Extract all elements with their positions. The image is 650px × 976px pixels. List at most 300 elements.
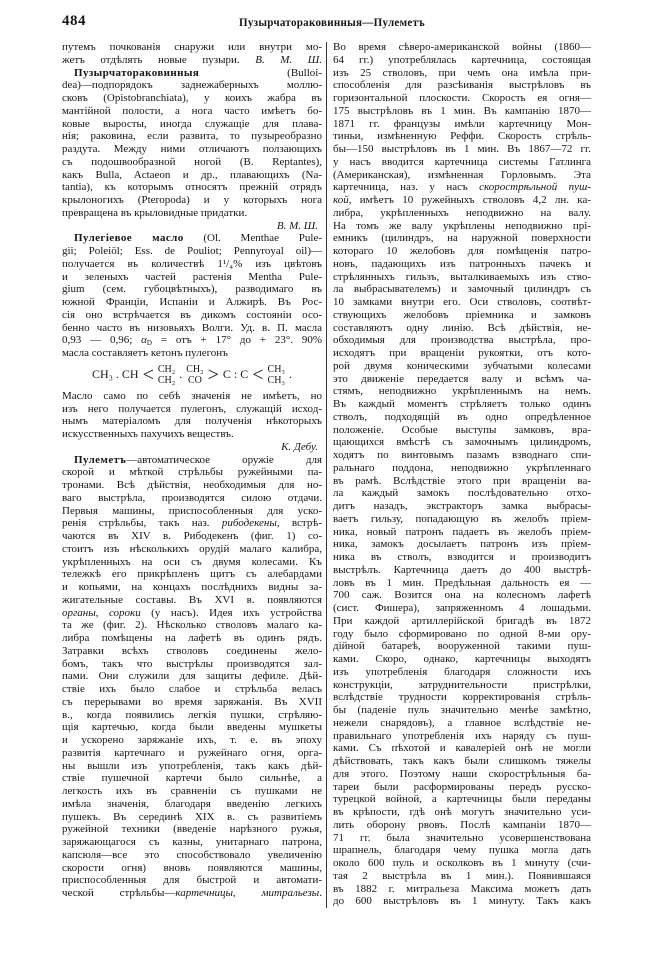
text-line	[62, 220, 322, 233]
text-segment: (Ol. Menthae Pule-	[183, 232, 322, 245]
text-segment: = отъ + 17° до + 23°. 90%	[151, 334, 322, 347]
text-segment: въ рамѣ. Вслѣдствіе этого при вращеніи ва-	[333, 474, 591, 487]
text-segment: Во время сѣверо-американской войны (1860—	[333, 41, 591, 53]
text-segment: турецкой войной, а картечницы были переданы	[333, 793, 591, 806]
text-segment: тронами. Всѣ дѣйствія, необходимыя для но-	[62, 479, 322, 491]
text-line	[333, 347, 591, 360]
text-segment: пами. Они служили для защиты дефиле. Дѣй-	[62, 670, 322, 683]
text-line	[333, 424, 591, 437]
text-segment: dea)—подпорядокъ заднежаберныхъ моллю-	[62, 79, 322, 92]
text-segment: шрапнель, благодаря чему пушка могла дать	[333, 844, 591, 857]
text-segment: На томъ же валу укрѣплены неподвижно прі-	[333, 219, 591, 232]
text-segment: ческой стрѣльбы—	[62, 887, 176, 899]
text-segment: бы—150 выстрѣловъ въ 1 мин. Въ 1867—72 гг.	[333, 143, 591, 155]
text-line	[62, 517, 322, 530]
text-line	[333, 589, 591, 602]
text-line	[333, 283, 591, 296]
text-line	[333, 232, 591, 245]
text-line	[333, 79, 591, 92]
text-line	[333, 615, 591, 628]
italic-text: митральезы	[261, 887, 320, 899]
column-divider	[326, 42, 327, 908]
text-line	[333, 666, 591, 679]
text-segment: щающихся вмѣстѣ съ замочнымъ цилиндромъ,	[333, 436, 591, 449]
text-segment: ла выбрасывателемъ) и замочный цилиндръ съ	[333, 283, 591, 296]
text-line	[333, 169, 591, 182]
text-segment: ками. Скоро, однако, картечницы выходятъ	[333, 653, 591, 665]
text-line	[62, 645, 322, 658]
text-line	[62, 785, 322, 798]
text-segment: изъ употребленія благодаря сложности ихъ	[333, 665, 591, 678]
formula-stack	[186, 364, 203, 386]
text-segment: ла каждый замокъ послѣдовательно отхо-	[333, 487, 591, 500]
text-line	[333, 360, 591, 373]
text-segment: ходятъ по винтовымъ пазамъ взводнаго спи-	[333, 449, 591, 461]
formula-stack	[268, 364, 285, 386]
text-line	[333, 322, 591, 335]
text-line	[62, 709, 322, 722]
text-line	[333, 220, 591, 233]
text-segment: около 600 пуль и осколковъ въ 1 минуту (счи-	[333, 857, 591, 869]
subscript: D	[146, 339, 152, 348]
formula-part: CH₃ . CH	[92, 367, 139, 382]
text-segment: либра, укрѣпленныхъ неподвижно на валу.	[333, 206, 591, 219]
text-line	[62, 862, 322, 875]
text-segment: нія; раковина, если развита, то пузыреобразно	[62, 130, 322, 143]
text-segment: щія картечью, когда были введены мушкеты	[62, 721, 322, 734]
text-line	[333, 487, 591, 500]
text-segment: (Bulloi-	[199, 66, 322, 79]
text-line	[62, 271, 322, 284]
text-line	[333, 538, 591, 551]
text-segment: искусственныхъ пахучихъ веществъ.	[62, 428, 234, 440]
text-line	[62, 632, 322, 645]
text-segment: —автоматическое оружіе для	[126, 453, 322, 466]
text-line	[333, 118, 591, 131]
text-line	[333, 844, 591, 857]
formula-angle-close: >	[207, 363, 219, 386]
text-segment: 64 гг.) употреблялась картечница, состоящая	[333, 53, 591, 66]
text-segment: дѣйствовать, такъ какъ были слишкомъ тяжелы	[333, 755, 591, 767]
text-line	[62, 798, 322, 811]
text-segment: ,	[232, 887, 262, 899]
text-segment: тая 2 выстрѣла въ 1 мин.). Появившаяся	[333, 869, 591, 882]
text-line	[333, 296, 591, 309]
text-line	[62, 194, 322, 207]
text-segment: жетъ отдѣлять новые пузыри.	[62, 53, 256, 66]
text-segment: изъ него получается пулегонъ, служащій исход-	[62, 402, 322, 415]
text-segment: году было сформировано по одной 8-ми ору-	[333, 627, 591, 640]
text-segment: способленія для разсѣиванія выстрѣловъ въ	[333, 79, 591, 92]
text-segment: дійной батареѣ, вооруженной такими пуш-	[333, 640, 591, 653]
text-segment: либра помѣщены на лафетѣ въ одинъ рядъ.	[62, 632, 322, 644]
text-segment: въ крѣпости, гдѣ онѣ могутъ значительно уси-	[333, 806, 591, 818]
text-segment: (Американская), измѣненная Горловымъ. Эта	[333, 168, 591, 181]
text-line	[333, 742, 591, 755]
text-segment: котораго 10 желобовъ для помѣщенія патро-	[333, 245, 591, 257]
text-line	[333, 832, 591, 845]
left-column-text-bottom	[62, 390, 322, 900]
text-segment: съ подошвообразной ногой (B. Reptantes),	[62, 155, 322, 168]
text-line	[62, 169, 322, 182]
text-segment: до 600 выстрѣловъ въ 1 минуту. Такъ какъ	[333, 895, 591, 908]
text-line	[333, 526, 591, 539]
text-line	[62, 41, 322, 54]
text-line	[62, 658, 322, 671]
text-line	[62, 232, 322, 245]
text-line	[62, 441, 322, 454]
formula-part: CH₂	[157, 374, 176, 386]
text-segment: положеніе. Особые выступы замковъ, вра-	[333, 423, 591, 436]
text-line	[333, 462, 591, 475]
text-segment: тиньи, измѣненную Реффи. Скорость стрѣль-	[333, 130, 591, 143]
text-line	[333, 449, 591, 462]
text-segment: тареи были расформированы передъ русско-	[333, 780, 591, 793]
text-segment: При каждой артиллерійской бригадѣ въ 1872	[333, 614, 591, 627]
text-line	[62, 334, 322, 347]
text-line	[62, 696, 322, 709]
formula-stack	[158, 364, 175, 386]
text-line	[333, 105, 591, 118]
formula-part: CH₂	[186, 363, 204, 375]
italic-text: В. М. Ш.	[255, 53, 323, 66]
entry-headword: Пузырчатораковинныя	[74, 66, 200, 79]
text-line	[333, 691, 591, 704]
formula-part: CH₂	[157, 363, 176, 375]
text-segment: стоитъ изъ нѣсколькихъ орудій малаго калибра,	[62, 542, 322, 555]
text-segment: въ 1882 г. митральеза Максима можетъ дать	[333, 882, 591, 895]
text-segment: , имѣетъ 10 ружейныхъ стволовъ 4,2 лн. ка-	[348, 194, 591, 206]
text-line	[333, 806, 591, 819]
text-line	[333, 143, 591, 156]
formula-dot: .	[288, 367, 292, 382]
text-line	[62, 543, 322, 556]
text-line	[333, 334, 591, 347]
text-line	[333, 730, 591, 743]
text-line	[62, 466, 322, 479]
text-line	[62, 54, 322, 67]
text-line	[333, 679, 591, 692]
text-line	[333, 156, 591, 169]
text-segment: горизонтальной плоскости. Скорость ея огня—	[333, 92, 591, 104]
text-line	[333, 271, 591, 284]
text-segment: картечница, наз. у насъ	[333, 181, 480, 194]
text-line	[62, 130, 322, 143]
text-segment: скорой и мѣткой стрѣльбы ружейными па-	[62, 466, 322, 479]
formula-part: CH₃	[267, 363, 285, 375]
italic-text: α	[141, 334, 147, 347]
text-line	[62, 594, 322, 607]
text-line	[62, 181, 322, 194]
text-line	[333, 857, 591, 870]
text-segment: gii; Poleiöl; Ess. de Pouliot; Pennyroyal oil)—	[62, 245, 322, 257]
text-line	[333, 883, 591, 896]
formula-part: C : C	[222, 367, 249, 382]
text-segment: (сист. Фишера), запряженномъ 4 лошадьми.	[333, 602, 591, 614]
text-segment: бенно часто въ низовьяхъ Волги. Уд. в. П. масла	[62, 321, 322, 334]
text-line	[62, 670, 322, 683]
text-line	[333, 781, 591, 794]
italic-text: сороки	[108, 606, 141, 619]
text-line	[333, 41, 591, 54]
text-line	[62, 283, 322, 296]
text-segment: лить оборону рвовъ. Послѣ кампаніи 1870—	[333, 818, 591, 831]
text-segment: изъ 25 стволовъ, при чемъ она имѣла при-	[333, 66, 591, 79]
formula-angle-open: <	[142, 363, 154, 386]
text-line	[62, 683, 322, 696]
text-line	[333, 207, 591, 220]
text-segment: укрѣпленныхъ на оси съ двумя колесами. Къ	[62, 555, 322, 568]
text-line	[62, 105, 322, 118]
text-segment: в., когда появились легкія пушки, стрѣляю-	[62, 708, 322, 721]
text-segment: и копьями, на концахъ послѣднихъ видны за-	[62, 581, 322, 593]
text-line	[62, 207, 322, 220]
text-line	[62, 79, 322, 92]
text-segment: та же (фиг. 2). Нѣсколько стволовъ малаго ка-	[62, 619, 322, 632]
text-line	[62, 581, 322, 594]
text-line	[62, 607, 322, 620]
text-segment: ренія стрѣльбы, такъ наз.	[62, 517, 222, 530]
text-line	[333, 194, 591, 207]
text-segment: съ перерывами во время заряжанія. Въ XVII	[62, 695, 322, 708]
text-segment: южной Франціи, Испаніи и Алжирѣ. Въ Рос-	[62, 296, 322, 308]
text-line	[62, 245, 322, 258]
text-segment: , встрѣ-	[276, 517, 322, 530]
text-segment: заряжающагося съ казны, унитарнаго патрона,	[62, 836, 322, 848]
text-line	[333, 373, 591, 386]
text-segment: и ускорено заряжаніе ихъ, т. е. въ эпоху	[62, 734, 322, 746]
text-line	[333, 398, 591, 411]
running-head-title: Пузырчатораковинныя—Пулеметъ	[238, 15, 426, 29]
text-line	[333, 67, 591, 80]
text-segment: пушекъ. Въ серединѣ XIX в. съ развитіемъ	[62, 810, 322, 823]
text-line	[333, 895, 591, 908]
text-line	[62, 760, 322, 773]
text-line	[333, 309, 591, 322]
text-line	[333, 92, 591, 105]
page-number: 484	[62, 13, 86, 29]
text-line	[62, 296, 322, 309]
text-line	[62, 836, 322, 849]
text-line	[62, 454, 322, 467]
text-line	[62, 403, 322, 416]
text-line	[62, 734, 322, 747]
text-line	[333, 130, 591, 143]
text-line	[333, 577, 591, 590]
text-line	[62, 568, 322, 581]
text-line	[333, 475, 591, 488]
text-segment: имѣла значенія, благодаря введенію легкихъ	[62, 797, 322, 810]
text-segment: ваетъ гильзу, попадающую въ желобъ пріем-	[333, 512, 591, 525]
text-line	[333, 640, 591, 653]
text-segment: мантійной полости, а нога часто имѣетъ бо-	[62, 104, 322, 117]
italic-text: К. Дебу.	[281, 440, 318, 453]
text-segment: бомъ, такъ что выстрѣлы производятся зал-	[62, 657, 322, 670]
text-segment: крылоногихъ (Pteropoda) и у которыхъ нога	[62, 194, 322, 206]
text-segment: сковъ (Opistobranchiata), у коихъ жабра въ	[62, 92, 322, 104]
text-line	[62, 143, 322, 156]
entry-headword: Пулегіевое масло	[74, 232, 184, 245]
text-segment: стрѣлянныхъ гильзъ, выталкиваемыхъ изъ ство-	[333, 270, 591, 283]
text-segment: чаются въ XIV в. Рибодекенъ (фиг. 1) со-	[62, 530, 322, 542]
text-segment: бы (паденіе пуль значительно менѣе замѣтно,	[333, 704, 591, 716]
text-line	[62, 347, 322, 360]
italic-text: кой	[333, 194, 349, 206]
text-segment: tantia), къ которымъ относятъ прежній отрядъ	[62, 181, 322, 194]
text-segment: выстрѣлъ. Картечница даетъ до 400 выстрѣ-	[333, 563, 591, 576]
text-line	[333, 385, 591, 398]
text-line	[62, 67, 322, 80]
text-segment: 0,93 — 0,96;	[62, 334, 142, 347]
text-line	[62, 505, 322, 518]
text-segment: ствіе пушечной картечи было сильнѣе, а	[62, 772, 322, 785]
text-segment: тележкѣ его прикрѣпленъ щитъ съ алебардами	[62, 568, 322, 581]
text-segment: 10 замками внутри его. Оси стволовъ, соотвѣт-	[333, 296, 591, 308]
pulegone-formula	[62, 360, 322, 390]
text-segment: правильнаго употребленія ихъ наряду съ пуш-	[333, 729, 591, 742]
text-segment: емникъ (цилиндръ, на наружной поверхности	[333, 232, 591, 245]
text-segment: дитъ назадъ, экстракторъ замка выбрасы-	[333, 500, 591, 512]
text-line	[62, 492, 322, 505]
text-line	[333, 628, 591, 641]
formula-angle-open: <	[252, 363, 264, 386]
text-line	[62, 772, 322, 785]
text-segment: ника, новый патронъ падаетъ въ желобъ пріем-	[333, 525, 591, 538]
text-segment: ника, замокъ досылаетъ патронъ изъ пріем-	[333, 538, 591, 551]
text-segment: Первыя машины, приспособленныя для уско-	[62, 504, 322, 517]
text-segment: ками. Съ пѣхотой и кавалеріей онѣ не могли	[333, 742, 591, 755]
text-segment: обходимыя для производства выстрѣла, про-	[333, 334, 591, 347]
text-segment: ствующихъ желобовъ пріемника и замковъ	[333, 308, 591, 321]
text-segment: ны вышли изъ употребленія, такъ какъ дѣй-	[62, 759, 322, 772]
text-segment: 71 гг. была значительно усовершенствована	[333, 831, 591, 844]
text-line	[333, 436, 591, 449]
text-line	[62, 258, 322, 271]
text-line	[62, 747, 322, 760]
text-line	[62, 556, 322, 569]
text-segment: ружейной техники (введеніе нарѣзного ружья,	[62, 823, 322, 836]
text-segment: gium (сем. губоцвѣтныхъ), разводимаго въ	[62, 283, 322, 296]
text-segment: ковые выросты, иногда служащіе для плава-	[62, 117, 322, 130]
text-segment: это движеніе передается валу и всѣмъ ча-	[333, 372, 591, 385]
right-column	[333, 41, 591, 908]
text-line	[333, 793, 591, 806]
text-segment: путемъ почкованія снаружи или внутри мо-	[62, 41, 322, 53]
italic-text: органы	[62, 606, 96, 619]
text-segment: и зеленыхъ частей растенія Mentha Pule-	[62, 270, 322, 283]
text-segment: раздута. Между ними отличаютъ ползающихъ	[62, 143, 322, 155]
text-line	[333, 411, 591, 424]
text-line	[333, 513, 591, 526]
text-line	[62, 849, 322, 862]
italic-text: скорострѣльной пуш-	[479, 181, 592, 194]
text-line	[333, 245, 591, 258]
text-line	[62, 823, 322, 836]
text-line	[333, 819, 591, 832]
text-segment: какъ Bulla, Actaeon и др., плавающихъ (Na-	[62, 168, 322, 181]
text-segment: стволъ, подходящій въ одно опредѣленное	[333, 410, 591, 423]
text-segment: развитія картечнаго и ружейнаго огня, орга-	[62, 746, 322, 759]
text-line	[333, 755, 591, 768]
text-line	[62, 530, 322, 543]
text-line	[333, 768, 591, 781]
formula-dot: .	[179, 367, 183, 382]
text-line	[62, 887, 322, 900]
text-line	[333, 717, 591, 730]
text-segment: приспособленныя для быстрой и автомати-	[62, 874, 322, 887]
text-segment: рой двумя коническими зубчатыми колесами	[333, 359, 591, 372]
italic-text: рибодекены	[221, 517, 277, 530]
text-segment: превращена въ крыловидные придатки.	[62, 206, 248, 219]
text-segment: скорости огня) вновь появляются машины,	[62, 861, 322, 874]
text-line	[62, 156, 322, 169]
text-segment: ральнаго поддона, неподвижно укрѣпленнаго	[333, 461, 591, 474]
text-line	[62, 322, 322, 335]
text-line	[62, 619, 322, 632]
text-line	[333, 653, 591, 666]
text-line	[333, 564, 591, 577]
text-segment: составляютъ одну линію. Всѣ дѣйствія, не-	[333, 321, 591, 334]
text-line	[333, 54, 591, 67]
text-segment: нежели снарядовъ), а главное вслѣдствіе не-	[333, 716, 591, 729]
text-line	[62, 390, 322, 403]
text-line	[333, 500, 591, 513]
text-segment: Затравки всѣхъ стволовъ соединены жело-	[62, 644, 322, 657]
text-segment: капсюля—все это способствовало увеличенію	[62, 848, 322, 861]
text-line	[62, 92, 322, 105]
text-line	[333, 181, 591, 194]
text-segment: для этого. Поэтому наши скорострѣльныя ба-	[333, 767, 591, 780]
text-segment: масла составляетъ кетонъ пулегонъ	[62, 347, 228, 359]
text-line	[333, 602, 591, 615]
text-line	[333, 258, 591, 271]
text-segment: Въ каждый моментъ стрѣляетъ только одинъ	[333, 398, 591, 410]
text-segment: вслѣдствіе трудности корректированія стрѣль-	[333, 691, 591, 704]
text-line	[62, 415, 322, 428]
text-segment: .	[319, 887, 322, 899]
left-column	[62, 41, 322, 900]
right-column-text	[333, 41, 591, 908]
entry-headword: Пулеметъ	[74, 453, 127, 466]
text-segment: (у насъ). Идея ихъ устройства	[140, 606, 322, 619]
text-segment: сія оно встрѣчается въ дикомъ состояніи осо-	[62, 308, 322, 321]
left-column-text-top	[62, 41, 322, 360]
text-segment: получается въ количествѣ 1¹/₄% изъ цвѣтовъ	[62, 257, 322, 270]
text-segment: 1871 гг. французы имѣли картечницу Мон-	[333, 117, 591, 130]
text-segment: ловъ въ 1 мин. Предѣльная дальность ея —	[333, 576, 591, 589]
text-segment: стямъ, неподвижно укрѣпленнымъ на немъ.	[333, 385, 591, 398]
text-segment: ника въ стволъ, взводится и производитъ	[333, 551, 591, 563]
text-line	[62, 874, 322, 887]
text-segment: Масло само по себѣ значенія не имѣетъ, но	[62, 389, 322, 402]
text-line	[333, 870, 591, 883]
text-segment: конструкціи, затруднительности пристрѣлки,	[333, 678, 591, 691]
text-line	[62, 428, 322, 441]
text-segment: исходятъ при вращеніи рукоятки, отъ кото-	[333, 347, 591, 359]
text-line	[62, 309, 322, 322]
text-segment: ствіе ихъ было слабое и стрѣльба велась	[62, 683, 322, 695]
text-segment: жигательные составы. Въ XVI в. появляются	[62, 593, 322, 606]
text-line	[62, 479, 322, 492]
text-segment: ваго выстрѣла, производятся силою отдачи.	[62, 491, 322, 504]
text-line	[62, 118, 322, 131]
italic-text: картечницы	[175, 887, 233, 899]
text-segment: 175 выстрѣловъ въ 1 мин. Въ кампанію 1870—	[333, 104, 591, 117]
text-segment: нымъ матеріаломъ для полученія нѣкоторыхъ	[62, 415, 322, 428]
text-line	[62, 811, 322, 824]
text-line	[333, 551, 591, 564]
formula-part: CO	[187, 374, 202, 386]
